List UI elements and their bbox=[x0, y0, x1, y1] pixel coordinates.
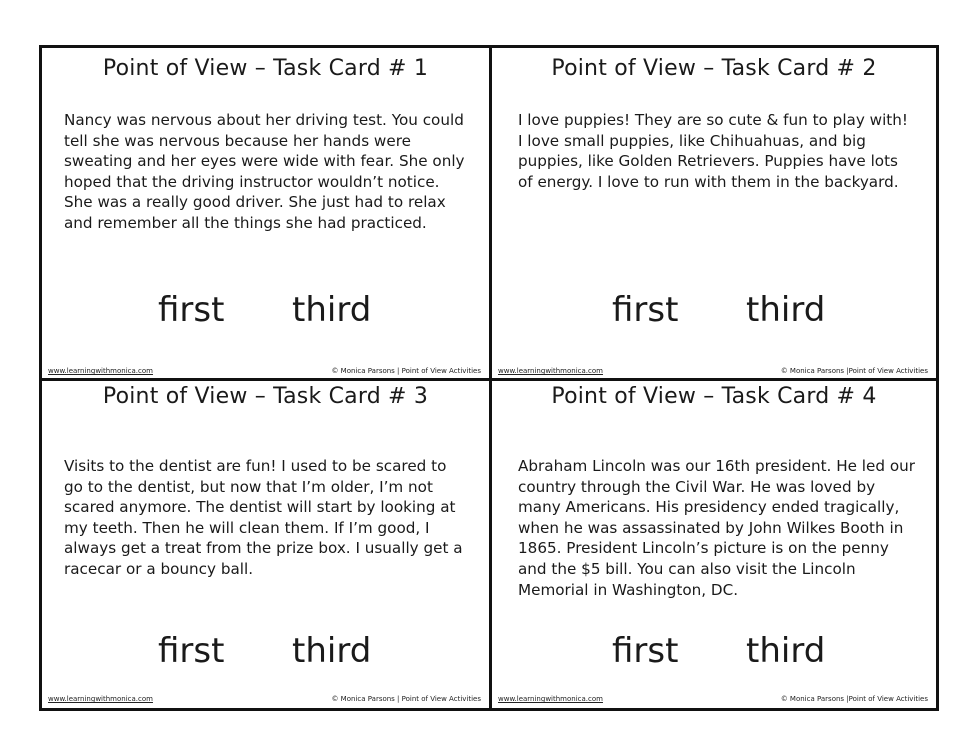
card-passage: Abraham Lincoln was our 16th president. He led our country through the Civil War. He was loved by many Americans. His presidency ended tragically, when he was assassinated by John Wilkes Booth in 1865. President Lincoln’s picture is on the penny and the $5 bill. You can also visit the Lincoln Memorial in Washington, DC. bbox=[518, 457, 915, 599]
task-card-3 bbox=[42, 381, 492, 708]
choice-first[interactable]: first bbox=[612, 290, 679, 330]
card-title: Point of View – Task Card # 4 bbox=[551, 384, 877, 409]
footer-credit: © Monica Parsons | Point of View Activities bbox=[331, 695, 481, 703]
task-card-4 bbox=[492, 381, 936, 708]
footer-link[interactable]: www.learningwithmonica.com bbox=[498, 695, 603, 703]
card-title: Point of View – Task Card # 2 bbox=[551, 56, 877, 81]
choice-third[interactable]: third bbox=[746, 631, 826, 671]
choice-first[interactable]: first bbox=[158, 631, 225, 671]
choice-first[interactable]: first bbox=[612, 631, 679, 671]
card-passage: Visits to the dentist are fun! I used to be scared to go to the dentist, but now that I’m older, I’m not scared anymore. The dentist will start by looking at my teeth. Then he will clean them. If I’m good, I always get a treat from the prize box. I usually get a racecar or a bouncy ball. bbox=[64, 457, 463, 578]
choice-first[interactable]: first bbox=[158, 290, 225, 330]
footer-link[interactable]: www.learningwithmonica.com bbox=[498, 367, 603, 375]
card-passage: Nancy was nervous about her driving test. You could tell she was nervous because her hands were sweating and her eyes were wide with fear. She only hoped that the driving instructor wouldn’t notice. She was a really good driver. She just had to relax and remember all the things she had practiced. bbox=[64, 111, 465, 232]
task-card-2 bbox=[492, 48, 936, 381]
footer-credit: © Monica Parsons |Point of View Activities bbox=[780, 367, 928, 375]
footer-credit: © Monica Parsons |Point of View Activities bbox=[780, 695, 928, 703]
choice-third[interactable]: third bbox=[292, 290, 372, 330]
task-card-sheet bbox=[39, 45, 939, 711]
footer-credit: © Monica Parsons | Point of View Activities bbox=[331, 367, 481, 375]
task-card-1 bbox=[42, 48, 492, 381]
choice-third[interactable]: third bbox=[292, 631, 372, 671]
choice-third[interactable]: third bbox=[746, 290, 826, 330]
card-title: Point of View – Task Card # 1 bbox=[102, 56, 429, 81]
card-passage: I love puppies! They are so cute & fun to play with! I love small puppies, like Chihuahuas, and big puppies, like Golden Retrievers. Puppies have lots of energy. I love to run with them in the backyard. bbox=[518, 111, 908, 191]
footer-link[interactable]: www.learningwithmonica.com bbox=[48, 695, 153, 703]
card-title: Point of View – Task Card # 3 bbox=[102, 384, 429, 409]
footer-link[interactable]: www.learningwithmonica.com bbox=[48, 367, 153, 375]
